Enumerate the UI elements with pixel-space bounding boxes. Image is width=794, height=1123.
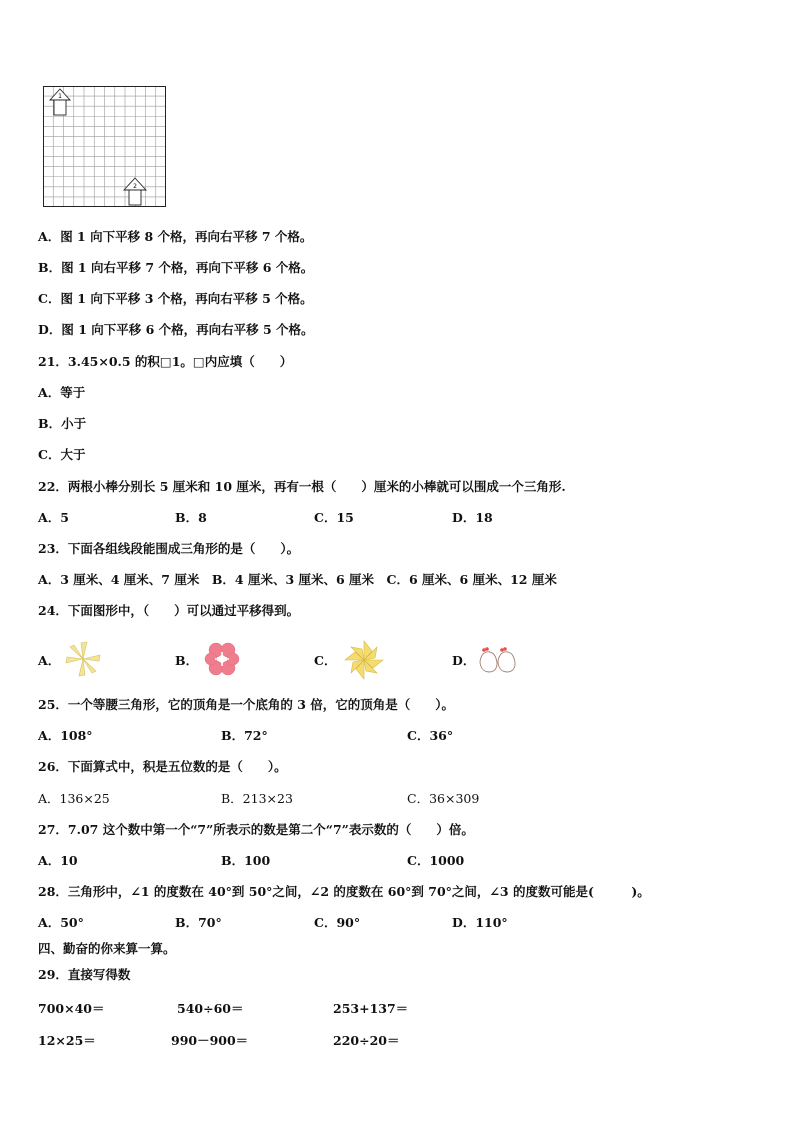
calc-item: 253+137＝: [333, 1001, 409, 1016]
q25-option-c: C．36°: [407, 728, 454, 743]
q26-options: [38, 791, 738, 807]
q24-option-a-label: A．: [38, 653, 61, 668]
calc-item: 12×25＝: [38, 1033, 96, 1048]
q21-stem: 21．3.45×0.5 的积□1。□内应填（ ）: [38, 354, 293, 369]
star-pinwheel-figure-c: [342, 640, 386, 680]
q22-option-c: C．15: [314, 510, 354, 525]
q25-options: [38, 728, 738, 744]
q28-option-c: C．90°: [314, 915, 361, 930]
q22-stem: 22．两根小棒分别长 5 厘米和 10 厘米，再有一根（ ）厘米的小棒就可以围成一个三角形.: [38, 479, 566, 494]
q23-options: A．3 厘米、4 厘米、7 厘米 B．4 厘米、3 厘米、6 厘米 C．6 厘米、6 厘米、12 厘米: [38, 572, 557, 587]
chicks-figure-d: [475, 640, 523, 676]
house-figure-2: [124, 178, 146, 205]
q26-option-a: A．136×25: [38, 791, 110, 806]
calc-item: 990－900＝: [171, 1033, 249, 1048]
calc-item: 700×40＝: [38, 1001, 105, 1016]
q27-option-a: A．10: [38, 853, 78, 868]
house-1-label: 1: [58, 93, 62, 100]
q24-option-c-label: C．: [314, 653, 337, 668]
q22-options: [38, 510, 738, 526]
grid-figure: [43, 86, 167, 212]
translation-grid: [43, 86, 167, 208]
q21-option-c: C．大于: [38, 447, 86, 462]
q22-option-b: B．8: [175, 510, 207, 525]
q28-stem: 28．三角形中，∠1 的度数在 40°到 50°之间，∠2 的度数在 60°到 70°之间，∠3 的度数可能是( )。: [38, 884, 650, 899]
calc-item: 220÷20＝: [333, 1033, 400, 1048]
q21-option-b: B．小于: [38, 416, 87, 431]
q24-option-b-label: B．: [175, 653, 199, 668]
calc-item: 540÷60＝: [177, 1001, 244, 1016]
pinwheel-figure-a: [62, 640, 104, 678]
q27-option-c: C．1000: [407, 853, 465, 868]
q22-option-a: A．5: [38, 510, 69, 525]
q25-option-b: B．72°: [221, 728, 268, 743]
q29-stem: 29．直接写得数: [38, 967, 131, 982]
q27-options: [38, 853, 738, 869]
q25-stem: 25．一个等腰三角形，它的顶角是一个底角的 3 倍，它的顶角是（ ）。: [38, 697, 455, 712]
q24-option-d-label: D．: [452, 653, 476, 668]
clover-figure-b: [200, 640, 244, 678]
q26-option-b: B．213×23: [221, 791, 293, 806]
section-4-title: 四、勤奋的你来算一算。: [38, 941, 176, 956]
q20-option-c: C．图 1 向下平移 3 个格，再向右平移 5 个格。: [38, 291, 313, 306]
q20-option-b: B．图 1 向右平移 7 个格，再向下平移 6 个格。: [38, 260, 314, 275]
q25-option-a: A．108°: [38, 728, 93, 743]
q24-stem: 24．下面图形中，（ ）可以通过平移得到。: [38, 603, 300, 618]
q20-option-a: A．图 1 向下平移 8 个格，再向右平移 7 个格。: [38, 229, 313, 244]
q21-option-a: A．等于: [38, 385, 86, 400]
q28-option-d: D．110°: [452, 915, 508, 930]
q26-stem: 26．下面算式中，积是五位数的是（ ）。: [38, 759, 287, 774]
q26-option-c: C．36×309: [407, 791, 480, 806]
q27-stem: 27．7.07 这个数中第一个“7”所表示的数是第二个“7”表示数的（ ）倍。: [38, 822, 474, 837]
q22-option-d: D．18: [452, 510, 493, 525]
q28-options: [38, 915, 738, 931]
q28-option-a: A．50°: [38, 915, 84, 930]
q20-option-d: D．图 1 向下平移 6 个格，再向右平移 5 个格。: [38, 322, 314, 337]
house-2-label: 2: [133, 183, 137, 190]
q23-stem: 23．下面各组线段能围成三角形的是（ ）。: [38, 541, 300, 556]
q28-option-b: B．70°: [175, 915, 222, 930]
q27-option-b: B．100: [221, 853, 271, 868]
